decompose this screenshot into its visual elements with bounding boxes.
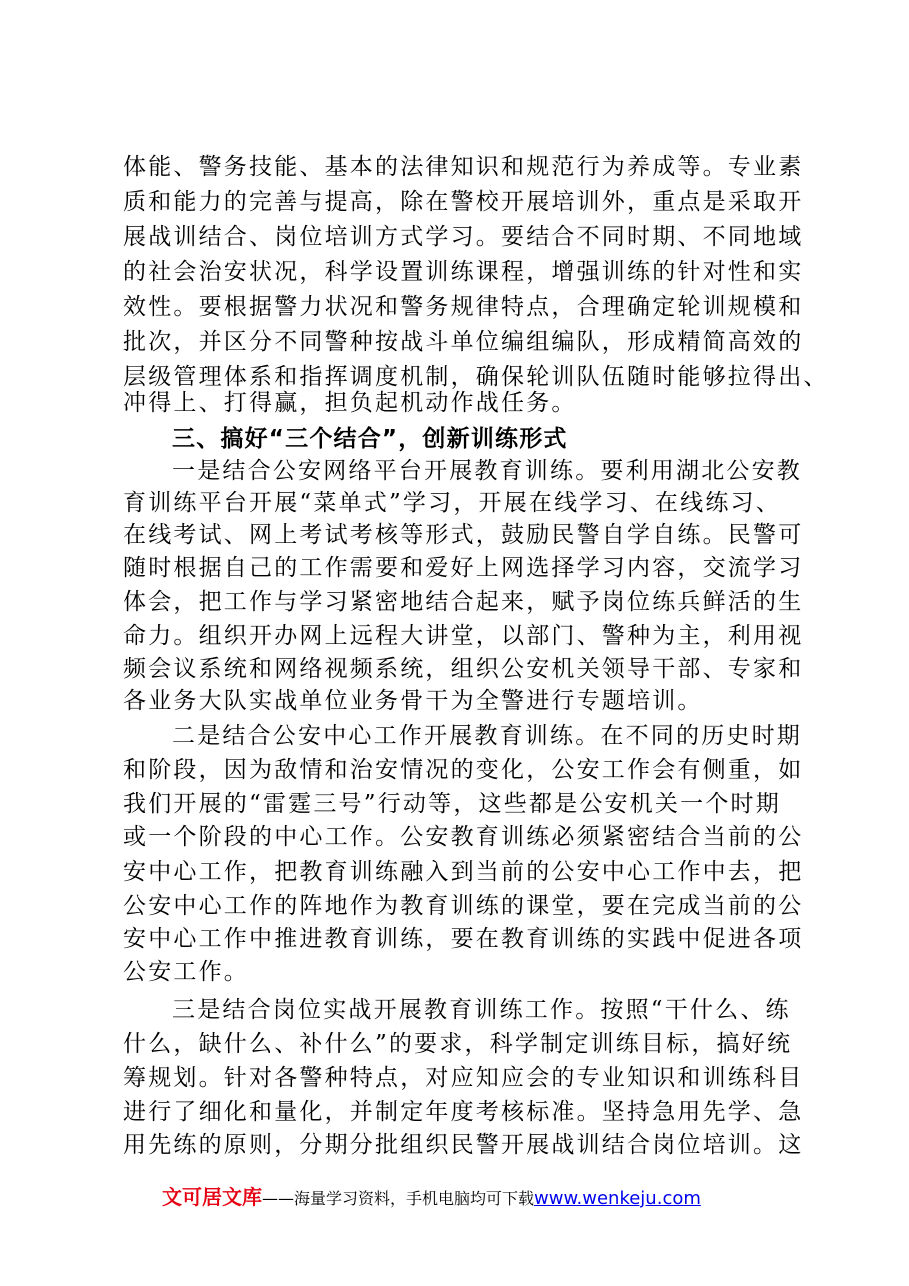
text-line: 体会，把工作与学习紧密地结合起来，赋予岗位练兵鲜活的生 [123,589,804,615]
text-line: 和阶段，因为敌情和治安情况的变化，公安工作会有侧重，如 [123,757,804,783]
text-line: 公安工作。 [123,959,249,985]
text-line: 效性。要根据警力状况和警务规律特点，合理确定轮训规模和 [123,294,804,320]
text-line: 层级管理体系和指挥调度机制，确保轮训队伍随时能够拉得出、 [123,364,829,390]
text-line: 我们开展的“雷霆三号”行动等，这些都是公安机关一个时期 [123,791,781,817]
text-line: 公安中心工作的阵地作为教育训练的课堂，要在完成当前的公 [123,893,804,919]
text-line: 质和能力的完善与提高，除在警校开展培训外，重点是采取开 [123,189,804,215]
text-line: 展战训结合、岗位培训方式学习。要结合不同时期、不同地域 [123,224,804,250]
text-line: 进行了细化和量化，并制定年度考核标准。坚持急用先学、急 [123,1099,804,1125]
text-line: 安中心工作，把教育训练融入到当前的公安中心工作中去，把 [123,859,804,885]
text-line: 的社会治安状况，科学设置训练课程，增强训练的针对性和实 [123,259,804,285]
paragraph-first-line: 二是结合公安中心工作开展教育训练。在不同的历史时期 [172,723,802,749]
text-line: 命力。组织开办网上远程大讲堂，以部门、警种为主，利用视 [123,623,804,649]
text-line: 随时根据自己的工作需要和爱好上网选择学习内容，交流学习 [123,555,804,581]
text-line: 或一个阶段的中心工作。公安教育训练必须紧密结合当前的公 [123,824,804,850]
text-line: 体能、警务技能、基本的法律知识和规范行为养成等。专业素 [123,154,804,180]
text-line: 什么，缺什么、补什么”的要求，科学制定训练目标，搞好统 [123,1031,793,1057]
footer-url-link[interactable]: www.wenkeju.com [534,1188,701,1209]
text-line: 冲得上、打得赢，担负起机动作战任务。 [123,390,577,416]
text-line: 育训练平台开展“菜单式”学习，开展在线学习、在线练习、 [123,490,781,516]
footer-tagline: ——海量学习资料，手机电脑均可下载 [262,1189,535,1208]
footer-brand: 文可居文库 [162,1185,262,1209]
text-line: 筹规划。针对各警种特点，对应知应会的专业知识和训练科目 [123,1065,804,1091]
text-line: 各业务大队实战单位业务骨干为全警进行专题培训。 [123,688,703,714]
text-line: 批次，并区分不同警种按战斗单位编组编队，形成精简高效的 [123,329,804,355]
text-line: 安中心工作中推进教育训练，要在教育训练的实践中促进各项 [123,926,804,952]
footer-banner [162,1183,701,1211]
text-line: 用先练的原则，分期分批组织民警开展战训结合岗位培训。这 [123,1132,804,1158]
text-line: 频会议系统和网络视频系统，组织公安机关领导干部、专家和 [123,656,804,682]
section-heading: 三、搞好“三个结合”，创新训练形式 [172,426,568,452]
paragraph-first-line: 一是结合公安网络平台开展教育训练。要利用湖北公安教 [172,458,802,484]
paragraph-first-line: 三是结合岗位实战开展教育训练工作。按照“干什么、练 [172,997,791,1023]
text-line: 在线考试、网上考试考核等形式，鼓励民警自学自练。民警可 [123,522,804,548]
